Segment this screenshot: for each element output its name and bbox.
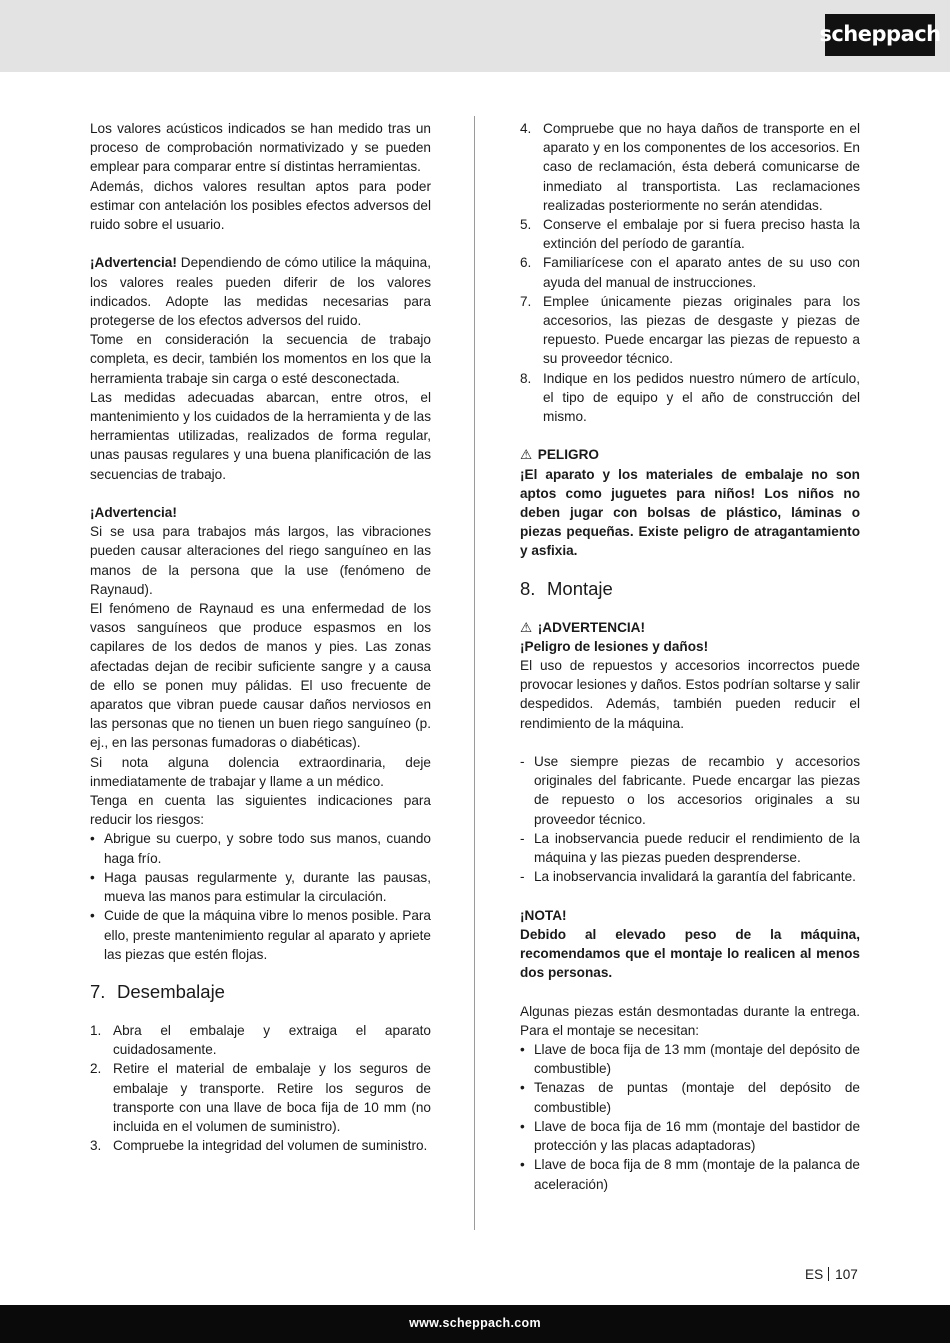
section-title: Montaje — [547, 577, 613, 599]
danger-label: PELIGRO — [537, 447, 599, 463]
list-item-text: Llave de boca fija de 8 mm (montaje de la palanca de aceleración) — [534, 1157, 860, 1192]
paragraph: Si nota alguna dolencia extraordinaria, deje inmediatamente de trabajar y llame a un médico. — [90, 754, 431, 789]
danger-heading — [520, 445, 860, 464]
note-text: Debido al elevado peso de la máquina, recomendamos que el montaje lo realicen al menos dos personas. — [520, 926, 860, 981]
list-item: • Llave de boca fija de 8 mm (montaje de la palanca de aceleración) — [520, 1157, 860, 1192]
website-link[interactable]: www.scheppach.com — [409, 1316, 541, 1330]
language-code: ES — [805, 1267, 824, 1282]
list-item: 2. Retire el material de embalaje y los seguros de embalaje y transporte. Retire los seguros de transporte con una llave de boca fija de 10 mm (no incluida en el volumen de suministro). — [90, 1061, 431, 1134]
list-item: • Abrigue su cuerpo, y sobre todo sus manos, cuando haga frío. — [90, 831, 431, 866]
list-item-text: Abrigue su cuerpo, y sobre todo sus manos, cuando haga frío. — [104, 831, 431, 866]
header-bar — [0, 0, 950, 72]
list-item-text: Retire el material de embalaje y los seguros de embalaje y transporte. Retire los seguros de transporte con una llave de boca fija de 10 mm (no incluida en el volumen de suministro). — [113, 1061, 431, 1134]
list-item-text: Haga pausas regularmente y, durante las pausas, mueva las manos para estimular la circulación. — [104, 869, 431, 905]
list-item: - La inobservancia invalidará la garantía del fabricante. — [520, 869, 856, 885]
page-number-value: 107 — [835, 1267, 858, 1282]
numbered-list — [90, 1021, 431, 1155]
warning-label: ¡ADVERTENCIA! — [537, 619, 646, 635]
column-divider — [474, 116, 475, 1230]
logo-text: scheppach — [819, 22, 941, 47]
list-item: - La inobservancia puede reducir el rendimiento de la máquina y las piezas pueden desprenderse. — [520, 830, 860, 866]
paragraph: Tome en consideración la secuencia de trabajo completa, es decir, también los momentos en los que la herramienta trabaje sin carga o esté desconectada. — [90, 332, 431, 386]
warning-heading — [520, 618, 860, 637]
list-item-text: Llave de boca fija de 13 mm (montaje del depósito de combustible) — [534, 1042, 860, 1077]
list-item-text: Tenazas de puntas (montaje del depósito de combustible) — [534, 1080, 860, 1115]
footer-bar — [0, 1305, 950, 1343]
scheppach-logo — [819, 14, 941, 56]
warning-text: Dependiendo de cómo utilice la máquina, los valores reales pueden diferir de los valores indicados. Adopte las medidas necesarias para protegerse de los efectos adversos del ruido. — [90, 255, 431, 329]
list-item: • Tenazas de puntas (montaje del depósito de combustible) — [520, 1080, 860, 1115]
list-item-text: La inobservancia invalidará la garantía del fabricante. — [534, 869, 856, 885]
list-item: • Cuide de que la máquina vibre lo menos posible. Para ello, preste mantenimiento regular al aparato y apriete las piezas que estén flojas. — [90, 908, 431, 962]
paragraph: El fenómeno de Raynaud es una enfermedad de los vasos sanguíneos que produce espasmos en los capilares de los dedos de manos y pies. Las zonas afectadas dejan de recibir suficiente sangre y a causa de ello se ponen muy pálidas. El uso frecuente de aparatos que vibran puede causar daños nerviosos en las personas que no tienen un buen riego sanguíneo (p. ej., en las personas fumadoras o diabéticas). — [90, 601, 431, 751]
warning-label: ¡Advertencia! — [90, 255, 177, 271]
list-item-text: Compruebe la integridad del volumen de suministro. — [113, 1138, 428, 1154]
paragraph: Las medidas adecuadas abarcan, entre otros, el mantenimiento y los cuidados de la herramienta y de las herramientas utilizadas, realizados de forma regular, unas pausas regulares y una buena planificación de las secuencias de trabajo. — [90, 389, 431, 482]
warning-triangle-icon: ⚠ — [520, 619, 533, 635]
list-item-text: Familiarícese con el aparato antes de su uso con ayuda del manual de instrucciones. — [543, 255, 860, 290]
section-number: 8. — [520, 577, 536, 599]
warning-paragraph — [90, 253, 431, 330]
list-item-text: Use siempre piezas de recambio y accesorios originales del fabricante. Puede encargar las piezas de repuesto o los accesorios originales a su proveedor técnico. — [534, 754, 860, 827]
paragraph: Tenga en cuenta las siguientes indicaciones para reducir los riesgos: — [90, 793, 431, 828]
warning-label: ¡Advertencia! — [90, 505, 177, 521]
list-item: • Llave de boca fija de 16 mm (montaje del bastidor de protección y las placas adaptadoras) — [520, 1118, 860, 1154]
paragraph: El uso de repuestos y accesorios incorrectos puede provocar lesiones y daños. Estos podrían soltarse y salir despedidos. Además, también pueden reducir el rendimiento de la máquina. — [520, 658, 861, 731]
section-heading — [520, 577, 860, 601]
list-item: 4. Compruebe que no haya daños de transporte en el aparato y en los componentes de los accesorios. En caso de reclamación, ésta deberá comunicarse de inmediato al transportista. Las reclamaciones realizadas posteriormente no serán atendidas. — [520, 121, 860, 213]
list-item: - Use siempre piezas de recambio y accesorios originales del fabricante. Puede encargar las piezas de repuesto o los accesorios originales a su proveedor técnico. — [520, 754, 860, 827]
list-item: 8. Indique en los pedidos nuestro número de artículo, el tipo de equipo y el año de construcción del mismo. — [520, 370, 860, 425]
dash-list — [520, 752, 860, 886]
section-title: Desembalaje — [117, 980, 225, 1002]
list-item: 5. Conserve el embalaje por si fuera preciso hasta la extinción del período de garantía. — [520, 217, 860, 252]
warning-triangle-icon: ⚠ — [520, 447, 533, 463]
bullet-list — [520, 1040, 860, 1194]
list-item-text: Compruebe que no haya daños de transporte en el aparato y en los componentes de los accesorios. En caso de reclamación, ésta deberá comunicarse de inmediato al transportista. Las reclamaciones realizadas posteriormente no serán atendidas. — [543, 121, 860, 213]
list-item: • Llave de boca fija de 13 mm (montaje del depósito de combustible) — [520, 1042, 860, 1077]
section-number: 7. — [90, 980, 106, 1002]
list-item-text: La inobservancia puede reducir el rendimiento de la máquina y las piezas pueden desprenderse. — [534, 830, 860, 866]
list-item: 6. Familiarícese con el aparato antes de su uso con ayuda del manual de instrucciones. — [520, 255, 860, 290]
list-item-text: Llave de boca fija de 16 mm (montaje del bastidor de protección y las placas adaptadoras) — [534, 1118, 860, 1154]
note-label: ¡NOTA! — [520, 907, 567, 923]
left-column — [90, 119, 431, 1155]
list-item: 3. Compruebe la integridad del volumen de suministro. — [90, 1138, 428, 1154]
paragraph: Los valores acústicos indicados se han medido tras un proceso de comprobación normativizado y se pueden emplear para comparar entre sí distintas herramientas. — [90, 121, 431, 175]
list-item: 7. Emplee únicamente piezas originales para los accesorios, las piezas de desgaste y piezas de repuesto. Puede encargar las piezas de repuesto a su proveedor técnico. — [520, 293, 860, 367]
paragraph: Algunas piezas están desmontadas durante la entrega. Para el montaje se necesitan: — [520, 1003, 860, 1038]
danger-text: ¡El aparato y los materiales de embalaje no son aptos como juguetes para niños! Los niños no deben jugar con bolsas de plástico, láminas o piezas pequeñas. Existe peligro de atragantamiento y asfixia. — [520, 466, 860, 559]
page-number — [805, 1265, 858, 1284]
right-column — [520, 119, 860, 1194]
list-item-text: Conserve el embalaje por si fuera preciso hasta la extinción del período de garantía. — [543, 217, 860, 252]
section-heading — [90, 980, 431, 1004]
warning-subheading: ¡Peligro de lesiones y daños! — [520, 638, 709, 654]
list-item: • Haga pausas regularmente y, durante las pausas, mueva las manos para estimular la circulación. — [90, 869, 431, 905]
paragraph: Si se usa para trabajos más largos, las vibraciones pueden causar alteraciones del riego sanguíneo en las manos de la persona que la use (fenómeno de Raynaud). — [90, 524, 431, 597]
numbered-list — [520, 119, 860, 426]
bullet-list — [90, 829, 431, 963]
list-item-text: Cuide de que la máquina vibre lo menos posible. Para ello, preste mantenimiento regular al aparato y apriete las piezas que estén flojas. — [104, 908, 431, 962]
list-item-text: Indique en los pedidos nuestro número de artículo, el tipo de equipo y el año de construcción del mismo. — [543, 370, 860, 425]
paragraph: Además, dichos valores resultan aptos para poder estimar con antelación los posibles efectos adversos del ruido sobre el usuario. — [90, 178, 431, 233]
list-item-text: Abra el embalaje y extraiga el aparato cuidadosamente. — [113, 1022, 431, 1058]
list-item: 1. Abra el embalaje y extraiga el aparato cuidadosamente. — [90, 1022, 431, 1058]
list-item-text: Emplee únicamente piezas originales para los accesorios, las piezas de desgaste y piezas de repuesto. Puede encargar las piezas de repuesto a su proveedor técnico. — [543, 293, 860, 367]
